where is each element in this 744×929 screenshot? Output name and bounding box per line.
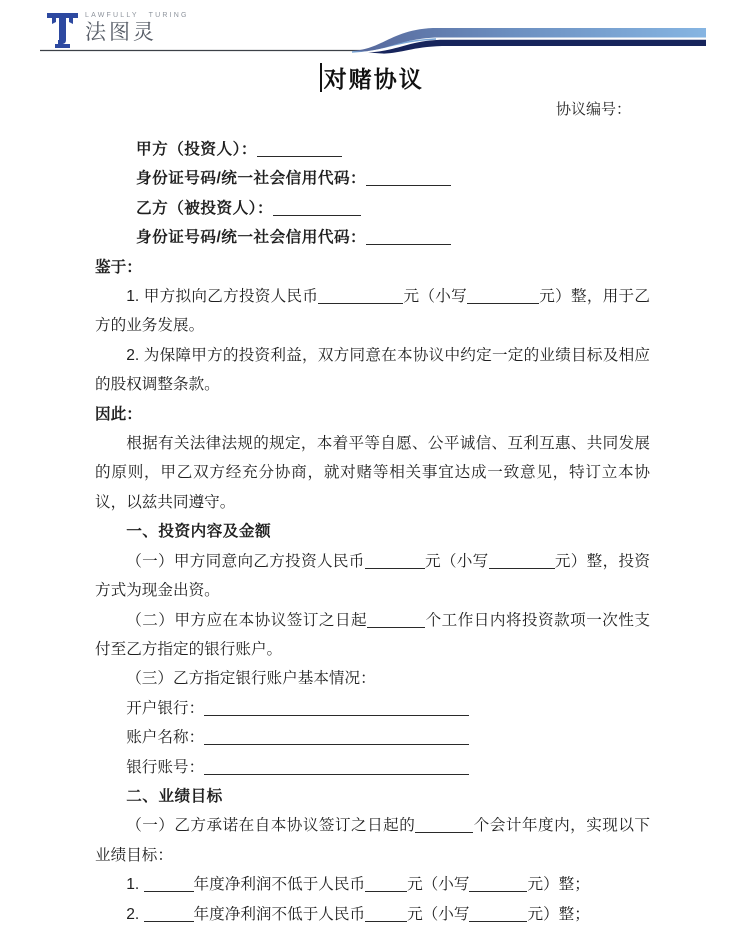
doc-line	[136, 164, 650, 193]
doc-text: 银行账号：	[126, 758, 205, 776]
document-title: 对赌协议	[323, 66, 424, 92]
doc-line	[95, 429, 650, 517]
doc-line	[136, 135, 650, 164]
blank-underline	[204, 758, 469, 775]
doc-text: 甲方（投资人）：	[136, 141, 257, 158]
blank-underline	[489, 552, 555, 569]
doc-text: 元（小写	[424, 552, 489, 570]
blank-underline	[204, 699, 469, 716]
logo-text	[85, 10, 189, 43]
title-row	[0, 61, 744, 97]
logo	[46, 10, 189, 50]
doc-line	[95, 870, 650, 899]
doc-text: （一）乙方承诺在自本协议签订之日起的	[126, 817, 416, 835]
blank-underline	[144, 876, 194, 893]
doc-line	[136, 194, 650, 223]
doc-text: 个工作日内将投资款项一次性支付至乙方指定的银行账户。	[95, 611, 650, 658]
doc-text: 二、业绩目标	[126, 787, 223, 805]
blank-underline	[365, 905, 407, 922]
doc-line	[95, 341, 650, 400]
doc-text: 开户银行：	[126, 699, 205, 717]
doc-text: 一、投资内容及金额	[126, 523, 272, 541]
doc-line	[95, 664, 650, 693]
doc-text: 元（小写	[407, 905, 470, 923]
doc-line	[95, 753, 650, 782]
doc-text: 1. 甲方拟向乙方投资人民币	[126, 288, 319, 306]
doc-line	[95, 782, 650, 811]
logo-subtitle: LAWFULLY TURING	[85, 12, 189, 19]
letterhead	[0, 0, 744, 55]
doc-line	[95, 517, 650, 546]
doc-text: 乙方（被投资人）：	[136, 199, 274, 217]
document-body[interactable]	[0, 123, 744, 929]
doc-text: 因此：	[95, 405, 142, 423]
doc-text: 年度净利润不低于人民币	[193, 876, 366, 894]
doc-text: 账户名称：	[126, 729, 205, 747]
blank-underline	[469, 905, 527, 922]
doc-line	[95, 900, 650, 929]
blank-underline	[469, 876, 527, 893]
doc-line	[95, 253, 650, 282]
doc-line	[136, 223, 650, 252]
doc-line	[95, 547, 650, 606]
blank-underline	[366, 229, 451, 246]
agreement-number-label: 协议编号：	[555, 101, 631, 118]
blank-underline	[366, 170, 451, 187]
doc-line	[95, 606, 650, 665]
lawfully-turing-logo-icon	[46, 10, 79, 50]
blank-underline	[365, 876, 407, 893]
blank-underline	[273, 199, 361, 216]
blank-underline	[144, 905, 194, 922]
doc-text: 元（小写	[403, 288, 467, 306]
doc-text: 身份证号码/统一社会信用代码：	[136, 229, 367, 247]
blank-underline	[367, 611, 425, 628]
doc-line	[95, 811, 650, 870]
doc-text: （三）乙方指定银行账户基本情况：	[126, 670, 376, 688]
doc-line	[95, 694, 650, 723]
doc-text: （一）甲方同意向乙方投资人民币	[126, 552, 365, 570]
blank-underline	[204, 729, 469, 746]
doc-text: 元（小写	[407, 876, 470, 894]
doc-text: 1.	[126, 876, 144, 894]
doc-text: 根据有关法律法规的规定，本着平等自愿、公平诚信、互利互惠、共同发展的原则，甲乙双方经充分协商，就对赌等相关事宜达成一致意见，特订立本协议，以兹共同遵守。	[95, 435, 650, 511]
doc-text: （二）甲方应在本协议签订之日起	[126, 611, 368, 629]
doc-text: 元）整；	[527, 905, 590, 923]
doc-text: 个会计年度内，实现以下业绩目标：	[95, 817, 650, 864]
blank-underline	[257, 140, 342, 157]
doc-line	[95, 282, 650, 341]
doc-text: 2. 为保障甲方的投资利益，双方同意在本协议中约定一定的业绩目标及相应的股权调整条款。	[95, 346, 650, 394]
blank-underline	[365, 552, 425, 569]
logo-name: 法图灵	[85, 21, 157, 44]
blank-underline	[415, 817, 473, 834]
blank-underline	[467, 287, 539, 304]
doc-text: 元）整，用于乙方的业务发展。	[95, 288, 650, 335]
agreement-number-row	[0, 97, 744, 123]
doc-line	[95, 400, 650, 429]
blank-underline	[318, 287, 403, 304]
doc-text: 年度净利润不低于人民币	[193, 905, 366, 923]
doc-text: 2.	[126, 905, 144, 923]
text-cursor	[320, 63, 322, 92]
doc-line	[95, 723, 650, 752]
doc-text: 身份证号码/统一社会信用代码：	[136, 170, 367, 188]
doc-text: 鉴于：	[95, 258, 142, 276]
doc-text: 元）整；	[527, 876, 590, 894]
doc-text: 元）整，投资方式为现金出资。	[95, 552, 650, 600]
